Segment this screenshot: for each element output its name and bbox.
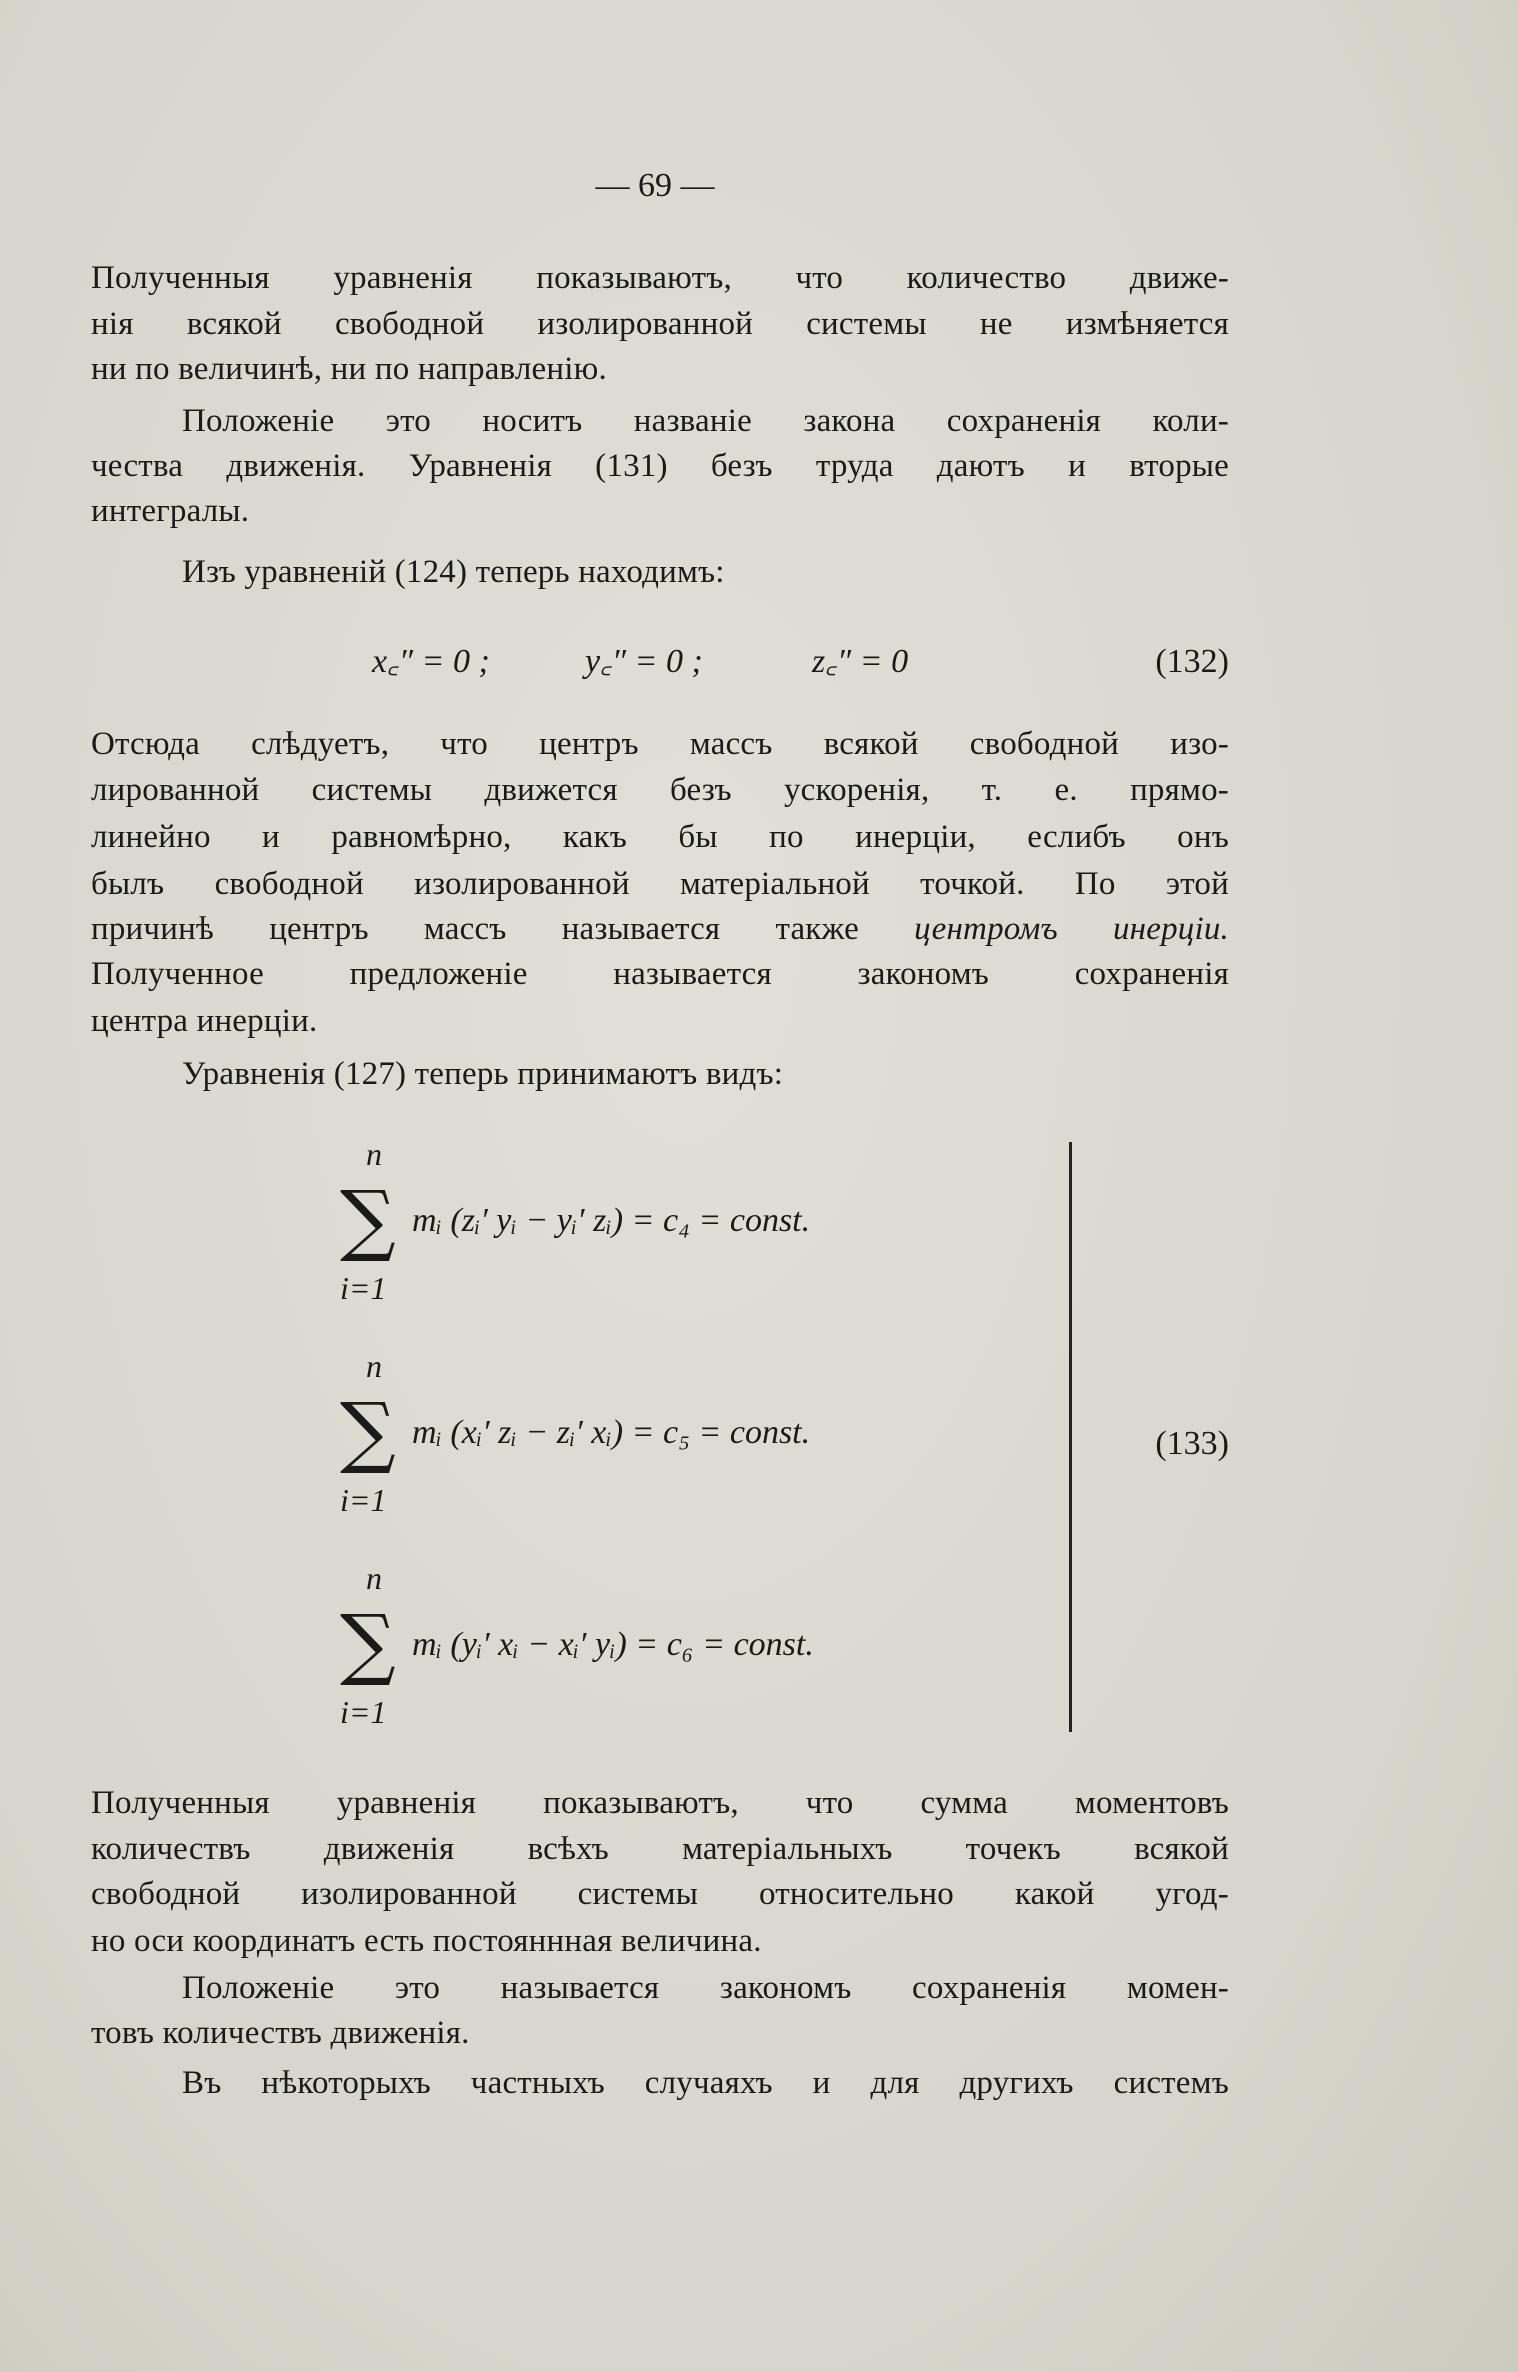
equation-number: (133) [1155,1425,1229,1462]
equation-133-row: mᵢ (zᵢ′ yᵢ − yᵢ′ zᵢ) = c₄ = const. [412,1202,811,1239]
text-line: свободной изолированной системы относительно какой угод- [91,1876,1229,1912]
sum-upper-limit: n [366,1348,382,1384]
text-line: Полученное предложеніе называется закономъ сохраненія [91,956,1229,992]
text-line: нія всякой свободной изолированной системы не измѣняется [91,306,1229,342]
italic-term: центромъ инерціи. [914,911,1229,947]
text-line: лированной системы движется безъ ускоренія, т. е. прямо- [91,772,1229,808]
sum-upper-limit: n [366,1136,382,1172]
text-line: Въ нѣкоторыхъ частныхъ случаяхъ и для другихъ системъ [182,2065,1229,2101]
text-line: Полученныя уравненія показываютъ, что количество движе- [91,260,1229,296]
text-line: ни по величинѣ, ни по направленію. [91,351,607,387]
text-line: чества движенія. Уравненія (131) безъ труда даютъ и вторые [91,448,1229,484]
equation-132-part: y꜀″ = 0 ; [585,643,703,680]
equation-133-row: mᵢ (xᵢ′ zᵢ − zᵢ′ xᵢ) = c₅ = const. [412,1414,811,1451]
text-line: Отсюда слѣдуетъ, что центръ массъ всякой свободной изо- [91,726,1229,762]
equation-132-part: z꜀″ = 0 [812,643,909,680]
sum-symbol: ∑ [340,1387,396,1477]
text-line: центра инерціи. [91,1003,318,1039]
sum-lower-limit: i=1 [340,1270,387,1306]
text-line: количествъ движенія всѣхъ матеріальныхъ точекъ всякой [91,1831,1229,1867]
sum-lower-limit: i=1 [340,1694,387,1730]
text-line: Полученныя уравненія показываютъ, что сумма моментовъ [91,1785,1229,1821]
text-line: интегралы. [91,493,250,529]
text-line: товъ количествъ движенія. [91,2015,470,2051]
text-line: Положеніе это носитъ названіе закона сохраненія коли- [182,403,1229,439]
text-line: но оси координатъ есть постояннная величина. [91,1923,762,1959]
equation-number: (132) [1155,643,1229,680]
text-line [91,909,1229,949]
text-span: причинѣ центръ массъ называется также [91,911,859,947]
sum-symbol: ∑ [340,1175,396,1265]
right-brace [1069,1142,1072,1732]
equation-132-part: x꜀″ = 0 ; [372,643,490,680]
text-line: Уравненія (127) теперь принимаютъ видъ: [182,1056,784,1092]
sum-upper-limit: n [366,1560,382,1596]
equation-133-row: mᵢ (yᵢ′ xᵢ − xᵢ′ yᵢ) = c₆ = const. [412,1626,814,1663]
text-line: линейно и равномѣрно, какъ бы по инерціи, еслибъ онъ [91,819,1229,855]
text-line: Изъ уравненій (124) теперь находимъ: [182,554,725,590]
sum-symbol: ∑ [340,1599,396,1689]
page-number: — 69 — [595,167,715,204]
sum-lower-limit: i=1 [340,1482,387,1518]
text-line: Положеніе это называется закономъ сохраненія момен- [182,1970,1229,2006]
text-line: былъ свободной изолированной матеріальной точкой. По этой [91,866,1229,902]
